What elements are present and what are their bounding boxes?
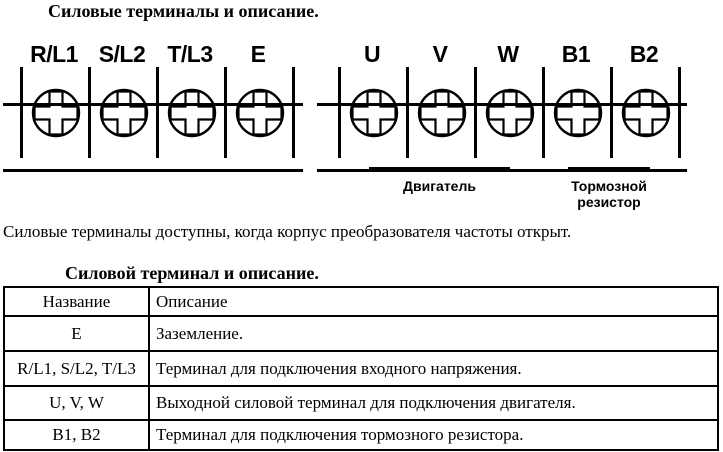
brake-resistor-bracket-line (568, 167, 650, 171)
terminal-name-cell: B1, B2 (4, 420, 149, 450)
terminal-name-cell: E (4, 316, 149, 351)
phillips-screw-icon (99, 88, 149, 138)
phillips-screw-icon (621, 88, 671, 138)
table-row (4, 420, 718, 450)
terminal-cell (542, 67, 610, 158)
terminal-label: T/L3 (167, 41, 213, 67)
terminal-cell (610, 67, 678, 158)
body-paragraph: Силовые терминалы доступны, когда корпус преобразователя частоты открыт. (3, 222, 572, 241)
terminal-description-cell: Выходной силовой терминал для подключения двигателя. (149, 386, 718, 420)
output-terminal-labels (338, 40, 681, 66)
phillips-screw-icon (167, 88, 217, 138)
motor-label: Двигатель (403, 178, 476, 194)
terminal-label: E (250, 41, 266, 67)
input-terminal-labels (20, 40, 295, 66)
input-terminal-cells (20, 67, 295, 158)
terminal-label: S/L2 (98, 41, 146, 67)
terminal-cell (224, 67, 292, 158)
terminal-cell (88, 67, 156, 158)
phillips-screw-icon (553, 88, 603, 138)
terminal-name-cell: R/L1, S/L2, T/L3 (4, 351, 149, 386)
table-title: Силовой терминал и описание. (65, 263, 319, 283)
terminal-cell (338, 67, 406, 158)
brake-resistor-label: Тормозной резистор (571, 178, 647, 210)
terminal-label: B2 (629, 41, 659, 67)
phillips-screw-icon (349, 88, 399, 138)
motor-bracket-line (369, 167, 510, 171)
terminal-description-cell: Терминал для подключения тормозного резистора. (149, 420, 718, 450)
terminal-description-cell: Заземление. (149, 316, 718, 351)
terminal-strip-top-line (317, 103, 687, 106)
phillips-screw-icon (417, 88, 467, 138)
terminal-label: W (497, 41, 519, 67)
output-terminal-block (338, 40, 681, 158)
terminal-label: V (432, 41, 448, 67)
terminal-description-table (3, 286, 719, 451)
terminal-label: U (363, 41, 381, 67)
terminal-cell (20, 67, 88, 158)
terminal-strip-end-line (678, 67, 681, 158)
terminal-name-cell: U, V, W (4, 386, 149, 420)
phillips-screw-icon (235, 88, 285, 138)
terminal-cell (156, 67, 224, 158)
terminal-cell (474, 67, 542, 158)
table-row (4, 386, 718, 420)
terminal-label: R/L1 (30, 41, 78, 67)
terminal-strip-end-line (292, 67, 295, 158)
phillips-screw-icon (485, 88, 535, 138)
phillips-screw-icon (31, 88, 81, 138)
column-header-description: Описание (149, 287, 718, 316)
table-row (4, 351, 718, 386)
input-terminal-block (20, 40, 295, 158)
table-body (4, 316, 718, 450)
terminal-description-cell: Терминал для подключения входного напряжения. (149, 351, 718, 386)
table-header-row (4, 287, 718, 316)
table-row (4, 316, 718, 351)
output-terminal-cells (338, 67, 681, 158)
terminal-strip-top-line (3, 103, 303, 106)
column-header-name: Название (4, 287, 149, 316)
terminal-strip-bottom-line (3, 169, 303, 172)
terminal-label: B1 (561, 41, 591, 67)
terminal-cell (406, 67, 474, 158)
page-title: Силовые терминалы и описание. (48, 1, 319, 21)
